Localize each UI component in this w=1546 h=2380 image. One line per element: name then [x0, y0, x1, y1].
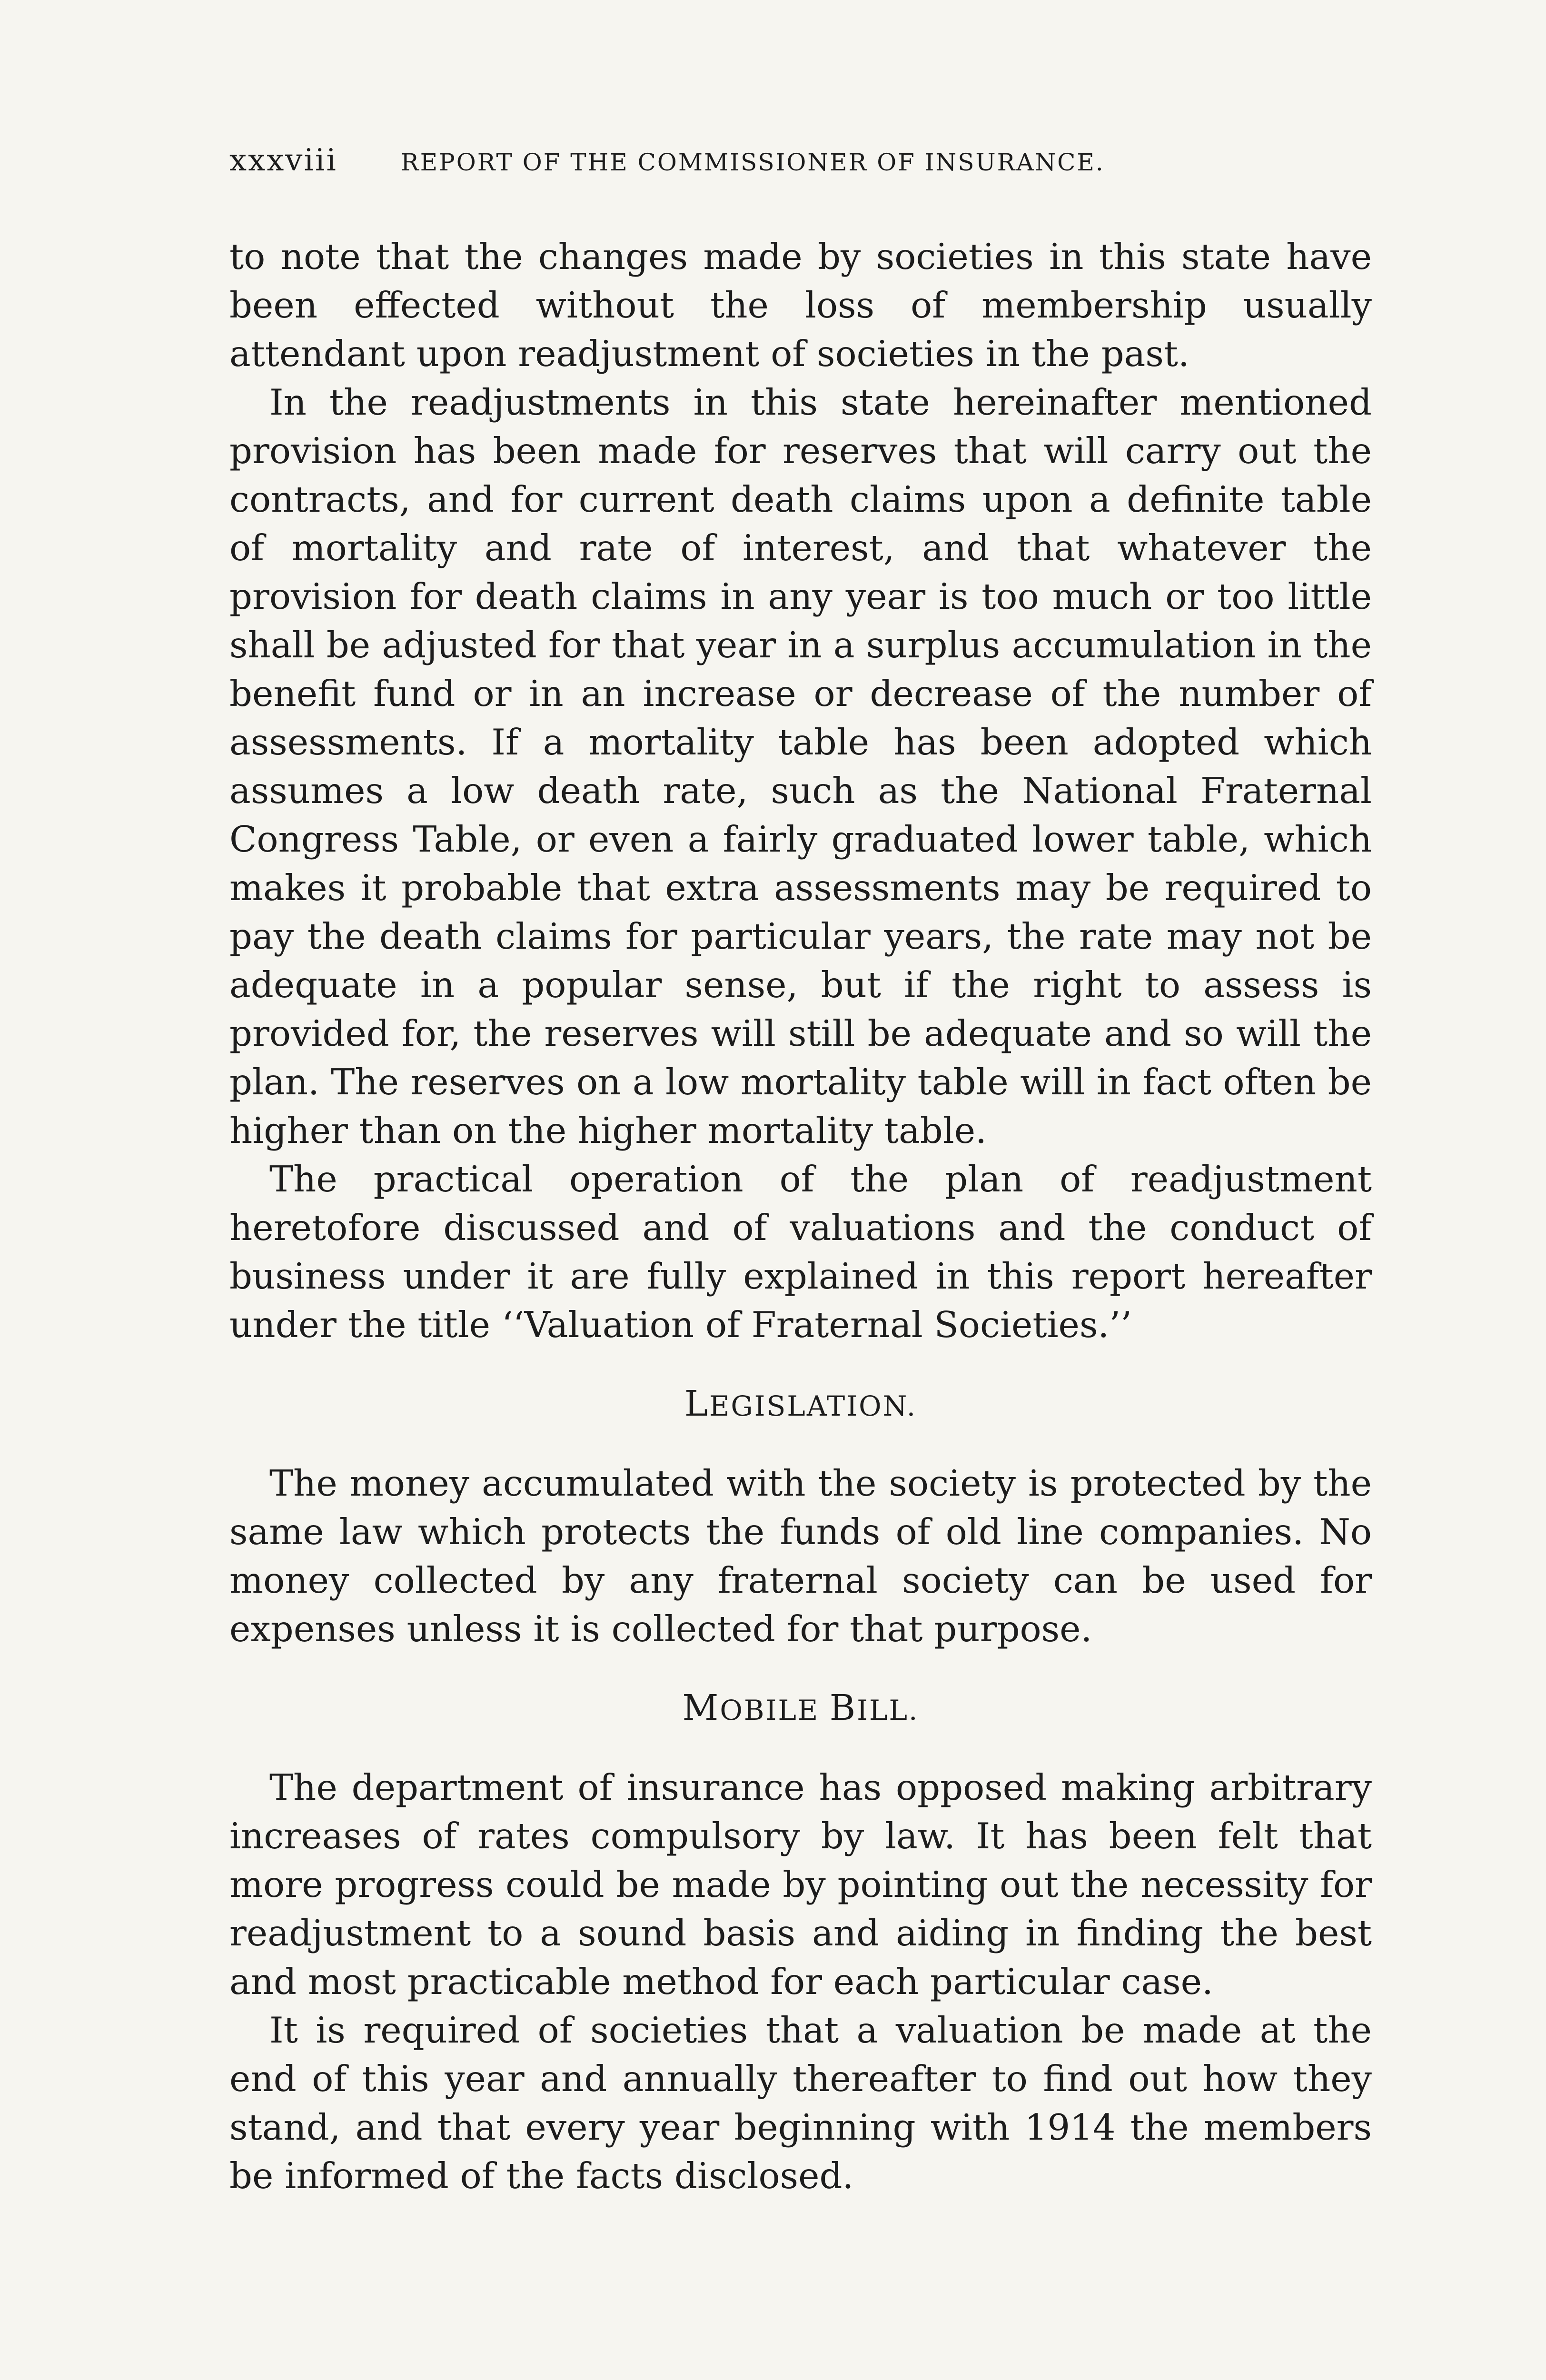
body-text: [229, 232, 1372, 2200]
paragraph-readjustments: In the readjustments in this state hereinafter mentioned provision has been made for reserves that will carry out the contracts, and for current death claims upon a definite table of mortality and rate of interest, and that whatever the provision for death claims in any year is too much or too little shall be adjusted for that year in a surplus accumulation in the benefit fund or in an increase or decrease of the number of assessments. If a mortality table has been adopted which assumes a low death rate, such as the National Fraternal Congress Table, or even a fairly graduated lower table, which makes it probable that extra assessments may be required to pay the death claims for particular years, the rate may not be adequate in a popular sense, but if the right to assess is provided for, the reserves will still be adequate and so will the plan. The reserves on a low mortality table will in fact often be higher than on the higher mortality table.: [229, 381, 1372, 1151]
paragraph-legislation: The money accumulated with the society is protected by the same law which protects the funds of old line companies. No money collected by any fraternal society can be used for expenses unless it is collected for that purpose.: [229, 1462, 1372, 1650]
running-title: REPORT OF THE COMMISSIONER OF INSURANCE.: [400, 149, 1105, 176]
paragraph-practical-operation: The practical operation of the plan of readjustment heretofore discussed and of valuations and the conduct of business under it are fully explained in this report hereafter under the title ‘‘Valuation of Fraternal Societies.’’: [229, 1158, 1372, 1346]
paragraph-department-opposed: The department of insurance has opposed making arbitrary increases of rates compulsory by law. It has been felt that more progress could be made by pointing out the necessity for readjustment to a sound basis and aiding in finding the best and most practicable method for each particular case.: [229, 1766, 1372, 2003]
heading-mobile-initial-m: M: [682, 1687, 720, 1728]
paragraph-valuation-required: It is required of societies that a valuation be made at the end of this year and annually thereafter to find out how they stand, and that every year beginning with 1914 the members be informed of the facts disclosed.: [229, 2009, 1372, 2197]
running-head: [229, 143, 1372, 195]
section-heading-mobile-bill: [229, 1684, 1372, 1735]
heading-bill-initial-b: B: [829, 1687, 857, 1728]
paragraph-continued: to note that the changes made by societies in this state have been effected without the loss of membership usually attendant upon readjustment of societies in the past.: [229, 236, 1372, 375]
heading-legislation-rest: EGISLATION.: [709, 1390, 917, 1422]
heading-bill-rest: ILL.: [857, 1694, 919, 1726]
heading-legislation-initial: L: [684, 1383, 709, 1424]
heading-mobile-rest: OBILE: [720, 1694, 830, 1726]
section-heading-legislation: [229, 1379, 1372, 1430]
page-number: xxxviii: [229, 143, 337, 178]
